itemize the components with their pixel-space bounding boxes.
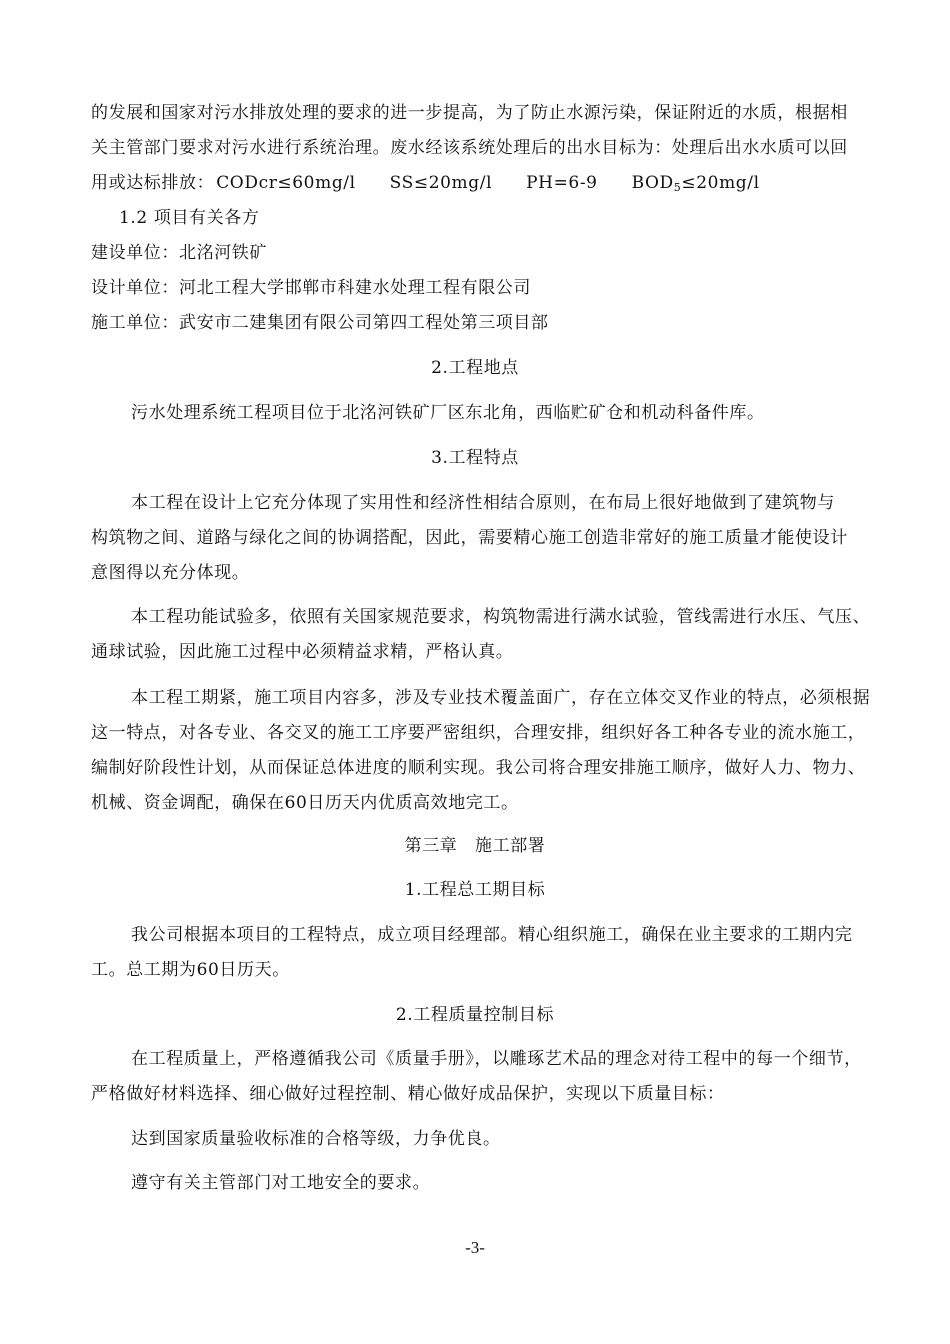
body-text-line: 本工程在设计上它充分体现了实用性和经济性相结合原则，在布局上很好地做到了建筑物与 — [131, 493, 835, 513]
chapter-title: 第三章 施工部署 — [404, 836, 546, 856]
body-text-line: 意图得以充分体现。 — [91, 563, 250, 583]
page-number: -3- — [465, 1238, 485, 1257]
party-contractor: 施工单位：武安市二建集团有限公司第四工程处第三项目部 — [91, 313, 549, 333]
body-text-line: 在工程质量上，严格遵循我公司《质量手册》，以雕琢艺术品的理念对待工程中的每一个细节， — [131, 1049, 862, 1069]
bod-value — [632, 171, 760, 200]
bod-label: BOD — [631, 173, 674, 193]
body-text-line: 严格做好材料选择、细心做好过程控制、精心做好成品保护，实现以下质量目标： — [91, 1084, 725, 1104]
party-design-unit: 设计单位：河北工程大学邯郸市科建水处理工程有限公司 — [91, 278, 531, 298]
bod-limit: ≤20mg/l — [681, 173, 760, 193]
body-text-line: 构筑物之间、道路与绿化之间的协调搭配，因此，需要精心施工创造非常好的施工质量才能使设计 — [91, 528, 848, 548]
body-text-line: 达到国家质量验收标准的合格等级，力争优良。 — [131, 1129, 501, 1149]
body-text-line: 这一特点，对各专业、各交叉的施工工序要严密组织，合理安排，组织好各工种各专业的流水施工， — [91, 723, 866, 743]
discharge-standard-line — [91, 171, 911, 200]
body-text-line: 机械、资金调配，确保在60日历天内优质高效地完工。 — [91, 793, 519, 813]
body-text-line: 通球试验，因此施工过程中必须精益求精，严格认真。 — [91, 642, 514, 662]
body-text-line: 我公司根据本项目的工程特点，成立项目经理部。精心组织施工，确保在业主要求的工期内完 — [131, 925, 853, 945]
section-heading: 1.工程总工期目标 — [404, 880, 546, 900]
body-text-line: 污水处理系统工程项目位于北洺河铁矿厂区东北角，西临贮矿仓和机动科备件库。 — [131, 403, 765, 423]
formula-prefix: 用或达标排放： — [91, 173, 215, 193]
section-heading: 2.工程质量控制目标 — [395, 1005, 555, 1025]
body-text-line: 本工程功能试验多，依照有关国家规范要求，构筑物需进行满水试验，管线需进行水压、气压、 — [131, 607, 871, 627]
section-heading: 2.工程地点 — [431, 358, 519, 378]
bod-subscript: 5 — [673, 181, 682, 194]
party-construction-unit: 建设单位：北洺河铁矿 — [91, 243, 267, 263]
section-heading: 3.工程特点 — [431, 448, 519, 468]
body-text-line: 工。总工期为60日历天。 — [91, 960, 290, 980]
section-heading: 1.2 项目有关各方 — [119, 208, 260, 228]
body-text-line: 编制好阶段性计划，从而保证总体进度的顺利实现。我公司将合理安排施工顺序，做好人力、物力、 — [91, 758, 866, 778]
body-text-line: 的发展和国家对污水排放处理的要求的进一步提高，为了防止水源污染，保证附近的水质，根据相 — [91, 103, 848, 123]
cod-value: CODcr≤60mg/l — [216, 173, 356, 193]
body-text-line: 遵守有关主管部门对工地安全的要求。 — [131, 1173, 431, 1193]
body-text-line: 关主管部门要求对污水进行系统治理。废水经该系统处理后的出水目标为：处理后出水水质可以回 — [91, 138, 848, 158]
body-text-line: 本工程工期紧，施工项目内容多，涉及专业技术覆盖面广，存在立体交叉作业的特点，必须根据 — [131, 688, 871, 708]
ss-value: SS≤20mg/l — [389, 173, 493, 193]
ph-value: PH=6-9 — [526, 173, 598, 193]
